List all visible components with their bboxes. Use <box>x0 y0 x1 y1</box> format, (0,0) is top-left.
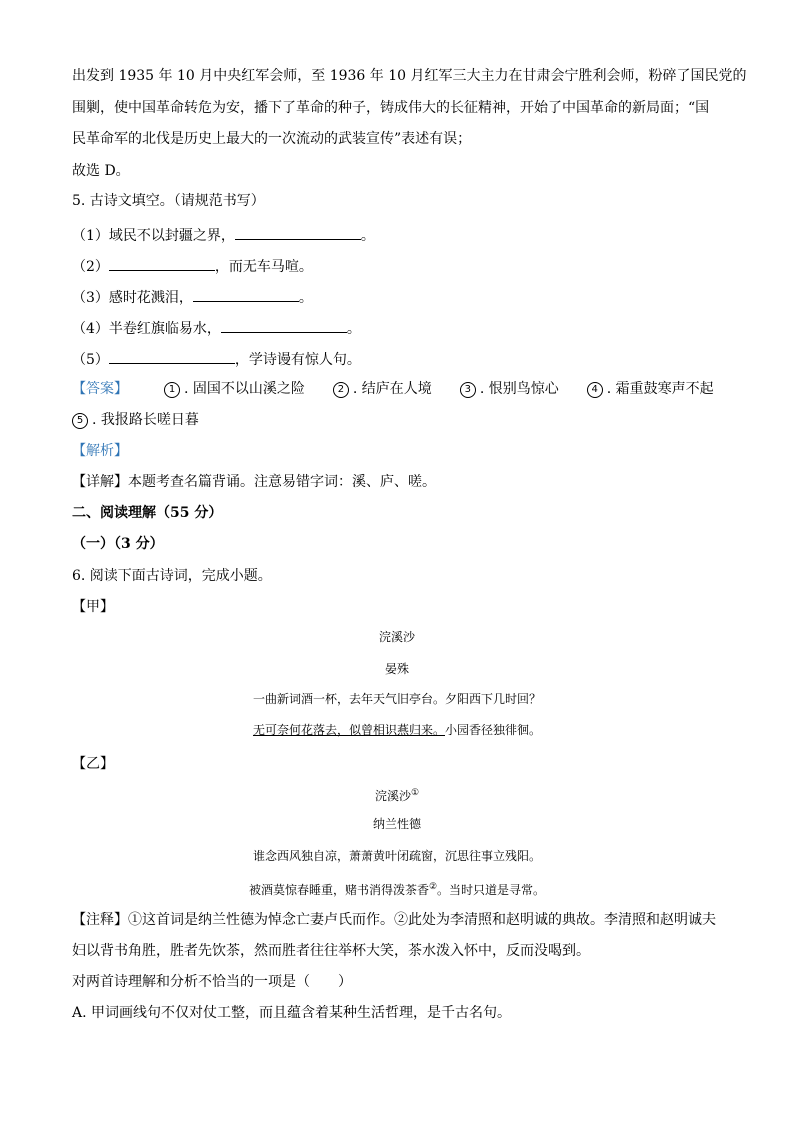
answer-4: 4 . 霜重鼓寒声不起 <box>587 379 714 399</box>
answer-blank[interactable] <box>235 224 361 240</box>
subsection-heading: （一）（3 分） <box>72 536 164 552</box>
poem1-line2: 无可奈何花落去，似曾相识燕归来。小园香径独徘徊。 <box>252 723 542 737</box>
paragraph-line: 出发到 1935 年 10 月中央红军会师，至 1936 年 10 月红军三大主力在甘肃会宁胜利会师，粉碎了国民党的 <box>72 68 747 84</box>
answer-2: 2 . 结庐在人境 <box>333 379 432 399</box>
poem2-author: 纳兰性德 <box>372 817 421 831</box>
poem1-title: 浣溪沙 <box>378 630 415 644</box>
answer-blank[interactable] <box>109 348 235 364</box>
answer-line-2 <box>72 410 227 430</box>
option-a[interactable]: A. 甲词画线句不仅对仗工整，而且蕴含着某种生活哲理，是千古名句。 <box>72 1005 512 1021</box>
poem1-author: 晏殊 <box>384 662 409 676</box>
note-line-2: 妇以背书角胜，胜者先饮茶，然而胜者往往举杯大笑，茶水泼入怀中，反而没喝到。 <box>72 943 590 959</box>
answer-1: 1 . 固国不以山溪之险 <box>164 379 305 399</box>
paragraph-line: 故选 D。 <box>72 163 130 179</box>
question-stem: 对两首诗理解和分析不恰当的一项是（ ） <box>72 974 352 990</box>
note-tag: 【注释】 <box>72 912 128 928</box>
poem2-title: 浣溪沙① <box>374 788 420 803</box>
paragraph-line: 民革命军的北伐是历史上最大的一次流动的武装宣传”表述有误； <box>72 131 472 147</box>
poem2-line2: 被酒莫惊春睡重，赌书消得泼茶香②。当时只道是寻常。 <box>248 882 546 897</box>
answer-blank[interactable] <box>193 286 299 302</box>
answer-tag: 【答案】 <box>72 381 128 397</box>
question-6-title: 6. 阅读下面古诗词，完成小题。 <box>72 568 272 584</box>
detail-tag: 【详解】 <box>72 474 128 490</box>
underlined-line: 无可奈何花落去，似曾相识燕归来。 <box>252 723 445 737</box>
poem1-line1: 一曲新词酒一杯，去年天气旧亭台。夕阳西下几时回？ <box>252 692 541 706</box>
answer-blank[interactable] <box>221 317 347 333</box>
fill-item-5: （5） ，学诗谩有惊人句。 <box>72 348 361 370</box>
fill-item-3: （3）感时花溅泪， 。 <box>72 286 313 308</box>
poem-yi-tag: 【乙】 <box>72 756 114 772</box>
poem-jia-tag: 【甲】 <box>72 599 114 615</box>
detail-text: 本题考查名篇背诵。注意易错字词：溪、庐、嗟。 <box>128 474 436 490</box>
answer-line <box>72 379 714 399</box>
question-5-title: 5. 古诗文填空。（请规范书写） <box>72 193 265 209</box>
note-line-1: 【注释】①这首词是纳兰性德为悼念亡妻卢氏而作。②此处为李清照和赵明诚的典故。李清照和赵明诚夫 <box>72 912 716 928</box>
section-heading: 二、阅读理解（55 分） <box>72 505 223 521</box>
answer-3: 3 . 恨别鸟惊心 <box>460 379 559 399</box>
detail-line <box>72 472 436 492</box>
paragraph-line: 围剿，使中国革命转危为安，播下了革命的种子，铸成伟大的长征精神，开始了中国革命的新局面；“国 <box>72 100 710 116</box>
answer-blank[interactable] <box>109 255 215 271</box>
answer-5: 5 . 我报路长嗟日暮 <box>72 410 199 430</box>
fill-item-1: （1）域民不以封疆之界， 。 <box>72 224 375 246</box>
fill-item-4: （4）半卷红旗临易水， 。 <box>72 317 361 339</box>
poem2-line1: 谁念西风独自凉，萧萧黄叶闭疏窗，沉思往事立残阳。 <box>252 849 541 863</box>
fill-item-2: （2） ，而无车马喧。 <box>72 255 313 277</box>
analysis-tag: 【解析】 <box>72 443 128 459</box>
